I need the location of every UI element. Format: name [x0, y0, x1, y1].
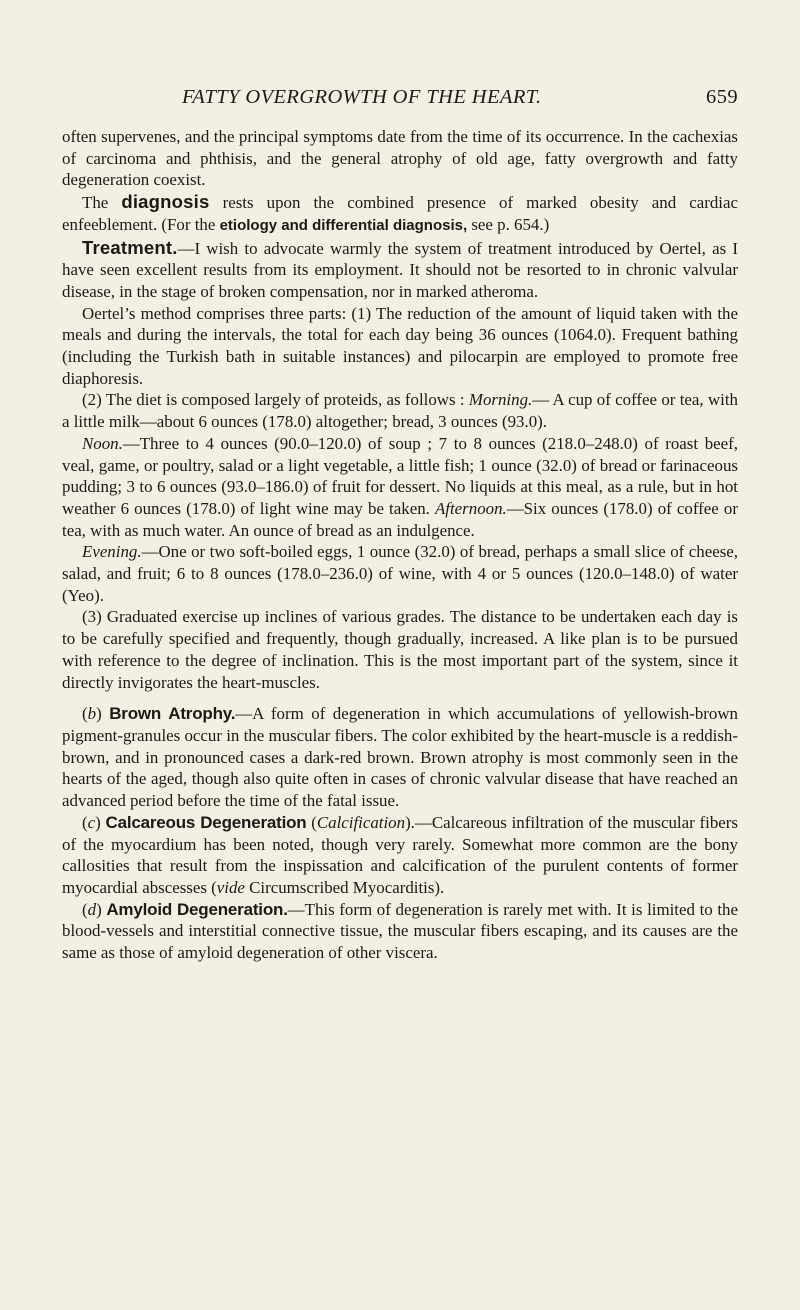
paragraph-treatment: Treatment.—I wish to advocate warmly the system of treatment introduced by Oertel, as I have seen excellent results from its employment. It should not be resorted to in chronic valvular disease, in the stage of broken compensation, nor in marked atheroma.: [62, 236, 738, 301]
vide-reference: vide: [216, 877, 245, 897]
meal-label-noon: Noon.: [82, 433, 123, 453]
meal-label-evening: Evening.: [82, 542, 142, 562]
running-head: [60, 86, 738, 110]
running-title: FATTY OVERGROWTH OF THE HEART.: [182, 86, 542, 108]
item-marker: b: [87, 704, 97, 724]
alternate-term: Calcification: [316, 812, 406, 832]
paragraph-noon: Noon.—Three to 4 ounces (90.0–120.0) of soup ; 7 to 8 ounces (218.0–248.0) of roast beef, veal, game, or poultry, salad or a light vegetable, a little fish; 1 ounce (32.0) of bread or farinaceous pudding; 3 to 6 ounces (93.0–186.0) of fruit for dessert. No liquids at this meal, as a rule, but in hot weather 6 ounces (178.0) of light wine may be taken. Afternoon.—Six ounces (178.0) of coffee or tea, with as much water. An ounce of bread as an indulgence.: [62, 433, 738, 540]
page-number: 659: [706, 86, 738, 108]
item-marker: c: [87, 812, 96, 832]
paragraph-brown-atrophy: (b) Brown Atrophy.—A form of degeneration in which accumulations of yellowish-brown pigment-granules occur in the muscular fibers. The color exhibited by the heart-muscle is a reddish-brown, and in pronounced cases a dark-red brown. Brown atrophy is most commonly seen in the hearts of the aged, though also quite often in cases of chronic valvular disease that have reached an advanced period before the time of the fatal issue.: [62, 704, 738, 811]
paragraph-evening: Evening.—One or two soft-boiled eggs, 1 ounce (32.0) of bread, perhaps a small slice of cheese, salad, and fruit; 6 to 8 ounces (178.0–236.0) of wine, with 4 or 5 ounces (120.0–148.0) of water (Yeo).: [62, 542, 738, 605]
paragraph-calcareous: (c) Calcareous Degeneration (Calcification).—Calcareous infiltration of the muscular fibers of the myocardium has been noted, though very rarely. Somewhat more common are the bony callosities that result from the inspissation and calcification of the purulent contents of former myocardial abscesses (vide Circumscribed Myocarditis).: [62, 812, 738, 897]
section-heading-calcareous: Calcareous Degeneration: [105, 812, 307, 832]
paragraph-exercise: (3) Graduated exercise up inclines of various grades. The distance to be undertaken each day is to be carefully specified and frequently, though gradually, increased. A like plan is to be pursued with reference to the degree of inclination. This is the most important part of the system, since it directly invigorates the heart-muscles.: [62, 607, 738, 692]
paragraph-diagnosis: The diagnosis rests upon the combined presence of marked obesity and cardiac enfeeblement. (For the etiology and differential diagnosis, see p. 654.): [62, 191, 738, 234]
paragraph-diet: (2) The diet is composed largely of proteids, as follows : Morning.— A cup of coffee or tea, with a little milk—about 6 ounces (178.0) altogether; bread, 3 ounces (93.0).: [62, 390, 738, 432]
cross-reference: etiology and differential diagnosis,: [219, 216, 468, 234]
paragraph-continuation: often supervenes, and the principal symptoms date from the time of its occurrence. In the cachexias of carcinoma and phthisis, and the general atrophy of old age, fatty overgrowth and fatty degeneration coexist.: [62, 127, 738, 190]
section-heading-diagnosis: diagnosis: [121, 191, 210, 213]
section-heading-brown-atrophy: Brown Atrophy.: [109, 704, 236, 724]
item-marker: d: [87, 899, 97, 919]
meal-label-afternoon: Afternoon.: [434, 498, 507, 518]
body-text: [62, 126, 738, 964]
meal-label-morning: Morning.: [468, 390, 533, 410]
paragraph-amyloid: (d) Amyloid Degeneration.—This form of degeneration is rarely met with. It is limited to the blood-vessels and interstitial connective tissue, the muscular fibers escaping, and its causes are the same as those of amyloid degeneration of other viscera.: [62, 899, 738, 963]
section-heading-treatment: Treatment.: [82, 236, 178, 258]
paragraph-oertel-method: Oertel’s method comprises three parts: (1) The reduction of the amount of liquid taken with the meals and during the intervals, the total for each day being 36 ounces (1064.0). Frequent bathing (including the Turkish bath in suitable instances) and pilocarpin are employed to promote free diaphoresis.: [62, 303, 738, 388]
section-heading-amyloid: Amyloid Degeneration.: [106, 899, 288, 919]
